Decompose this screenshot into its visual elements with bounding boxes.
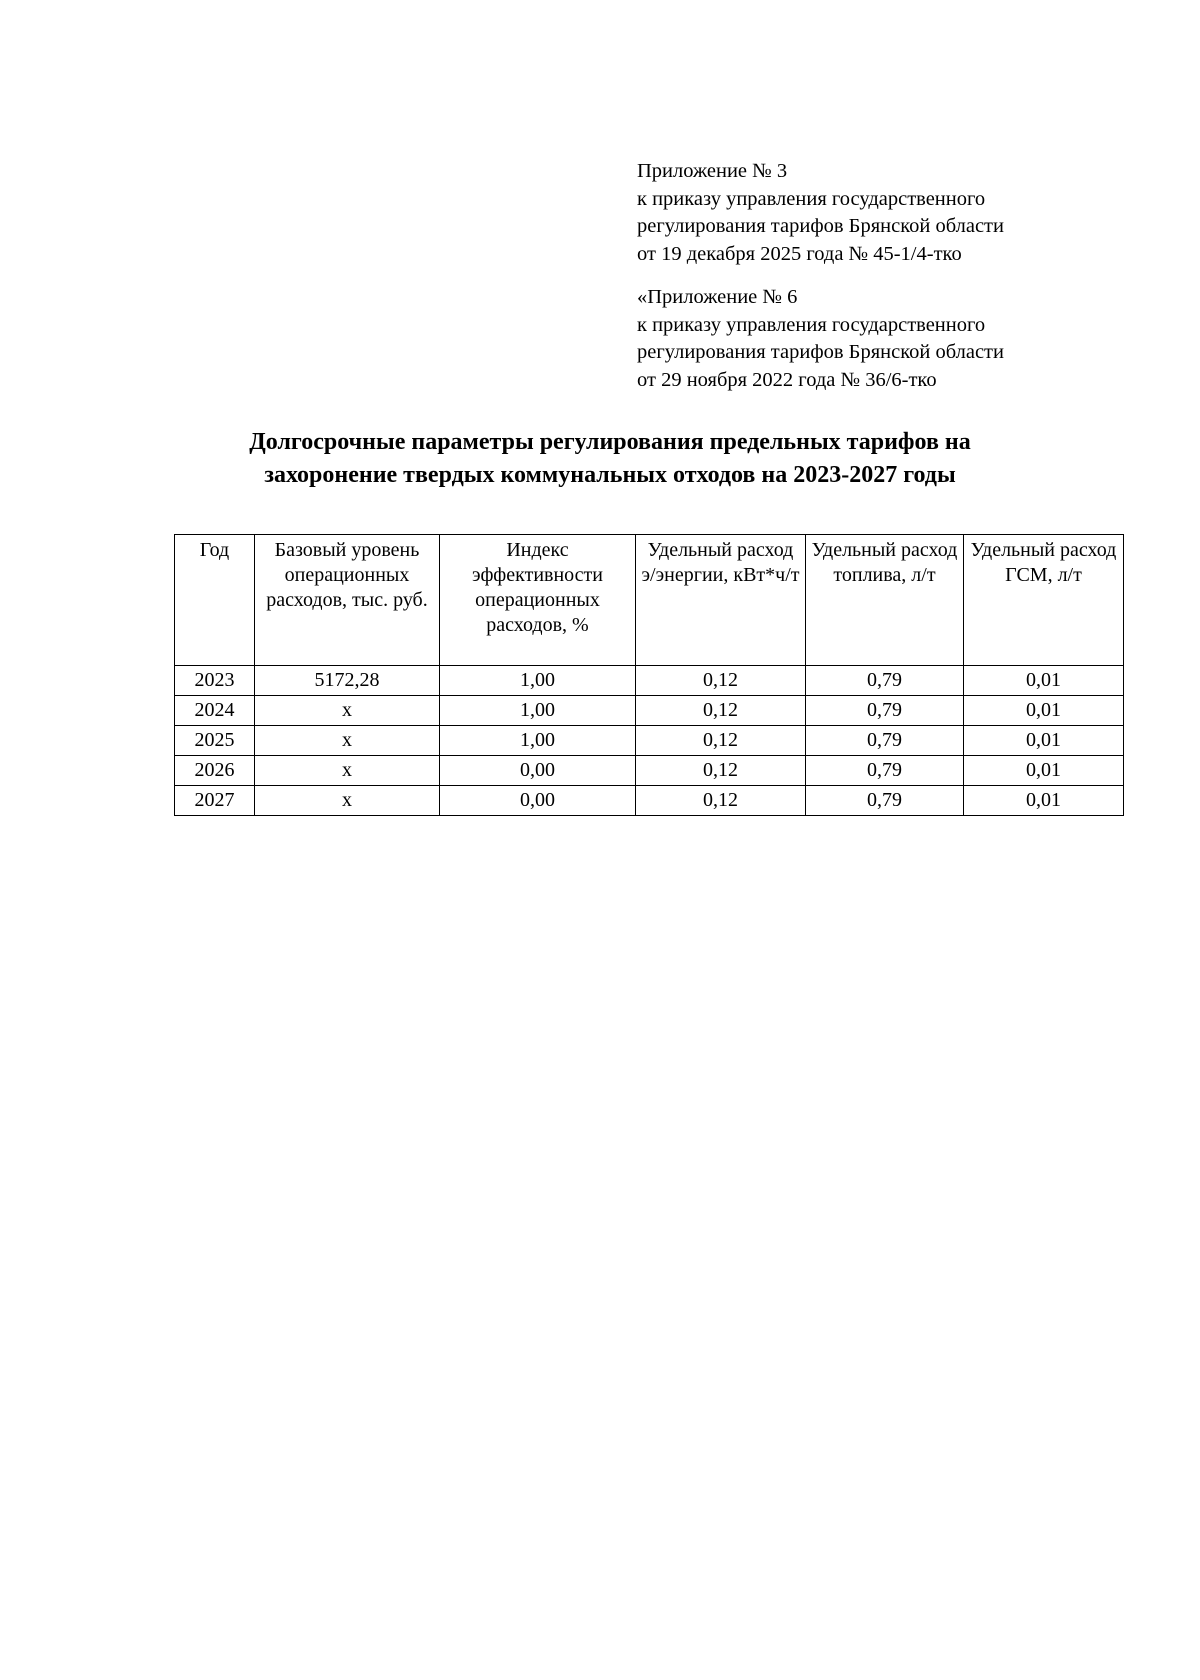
table-cell: 1,00 [440, 726, 636, 756]
column-header-lubricants-consumption: Удельный расход ГСМ, л/т [964, 535, 1124, 666]
annex-line: регулирования тарифов Брянской области [637, 341, 1004, 363]
annex-line: от 19 декабря 2025 года № 45-1/4-тко [637, 242, 962, 265]
column-header-base-opex: Базовый уровень операционных расходов, тыс. руб. [255, 535, 440, 666]
table-cell: 0,79 [806, 666, 964, 696]
annex-line: к приказу управления государственного [637, 187, 986, 210]
table-cell: 0,12 [636, 756, 806, 786]
table-cell: 5172,28 [255, 666, 440, 696]
document-title [180, 426, 1040, 492]
table-cell: 0,01 [964, 786, 1124, 816]
annex-line: к приказу управления государственного [637, 313, 986, 336]
table-cell: 2024 [175, 696, 255, 726]
table-cell: х [255, 786, 440, 816]
table-cell: 0,79 [806, 756, 964, 786]
table-cell: 0,79 [806, 696, 964, 726]
table-cell: 1,00 [440, 666, 636, 696]
table-row [175, 786, 1124, 816]
table-cell: 0,12 [636, 786, 806, 816]
table-cell: 0,01 [964, 666, 1124, 696]
table-cell: 0,12 [636, 666, 806, 696]
column-header-fuel-consumption: Удельный расход топлива, л/т [806, 535, 964, 666]
document-title-line: захоронение твердых коммунальных отходов на 2023-2027 годы [264, 462, 956, 488]
table-row [175, 756, 1124, 786]
table-cell: 2027 [175, 786, 255, 816]
table-cell: 0,00 [440, 786, 636, 816]
table-cell: 0,01 [964, 696, 1124, 726]
annex-line: регулирования тарифов Брянской области [637, 215, 1004, 237]
annex-reference-current [637, 158, 1097, 268]
table-cell: 0,00 [440, 756, 636, 786]
table-cell: х [255, 726, 440, 756]
column-header-efficiency-index: Индекс эффективности операционных расходов, % [440, 535, 636, 666]
table-cell: 0,79 [806, 786, 964, 816]
table-row [175, 696, 1124, 726]
annex-reference-original [637, 284, 1097, 394]
table-header-row [175, 535, 1124, 666]
column-header-year: Год [175, 535, 255, 666]
regulation-parameters-table [174, 534, 1124, 816]
table-cell: 1,00 [440, 696, 636, 726]
annex-line: Приложение № 3 [637, 160, 788, 182]
table-cell: 0,12 [636, 696, 806, 726]
table-cell: 2026 [175, 756, 255, 786]
table-cell: 0,79 [806, 726, 964, 756]
table-cell: 0,12 [636, 726, 806, 756]
table-row [175, 726, 1124, 756]
annex-line: «Приложение № 6 [637, 286, 798, 308]
column-header-energy-consumption: Удельный расход э/энергии, кВт*ч/т [636, 535, 806, 666]
table-cell: 2023 [175, 666, 255, 696]
table-cell: 0,01 [964, 726, 1124, 756]
table-row [175, 666, 1124, 696]
table-cell: х [255, 696, 440, 726]
document-title-line: Долгосрочные параметры регулирования предельных тарифов на [249, 429, 971, 455]
table-cell: 2025 [175, 726, 255, 756]
annex-line: от 29 ноября 2022 года № 36/6-тко [637, 368, 937, 391]
table-cell: х [255, 756, 440, 786]
table-cell: 0,01 [964, 756, 1124, 786]
